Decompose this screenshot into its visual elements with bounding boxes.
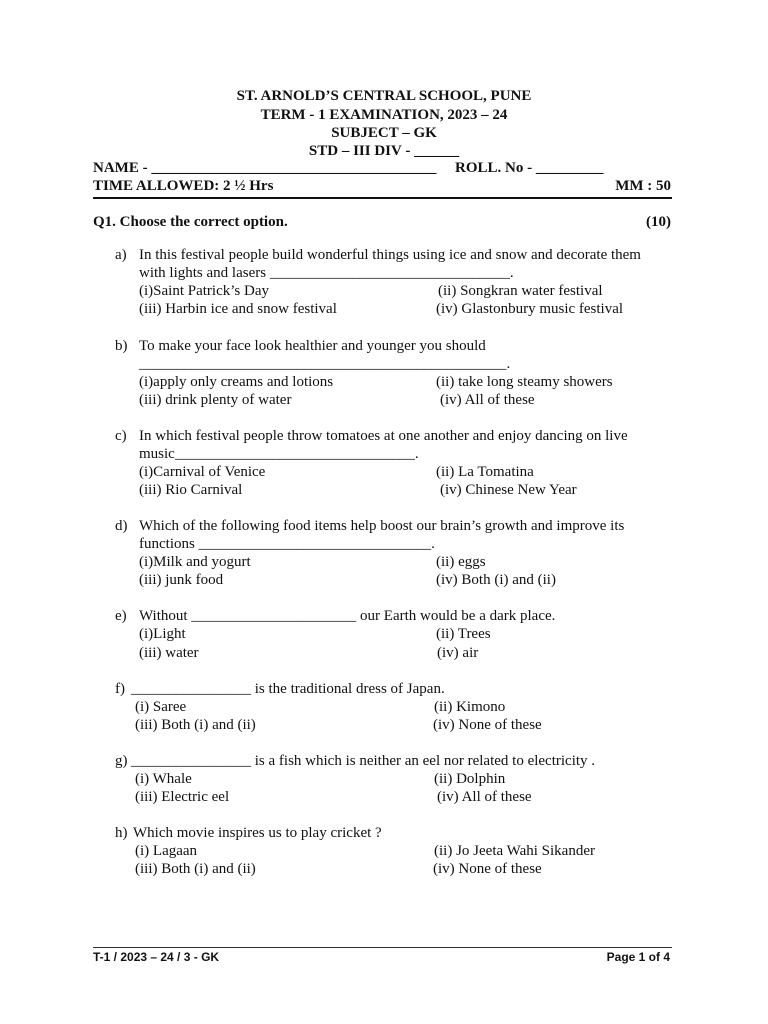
- option: (i)Light: [139, 626, 186, 642]
- option: (ii) Kimono: [434, 699, 506, 715]
- question-letter: h): [115, 825, 128, 841]
- question-text: ________________ is a fish which is neither an eel nor related to electricity .: [131, 753, 596, 769]
- option: (i)Carnival of Venice: [139, 464, 266, 480]
- option: (i) Whale: [135, 771, 192, 787]
- option: (iii) Harbin ice and snow festival: [139, 301, 337, 317]
- option: (iv) air: [437, 645, 479, 661]
- option: (ii) take long steamy showers: [436, 374, 613, 390]
- option: (iv) None of these: [433, 717, 542, 733]
- question-text: Which movie inspires us to play cricket ?: [133, 825, 382, 841]
- question-text: Which of the following food items help boost our brain’s growth and improve its: [139, 518, 625, 534]
- option: (iii) drink plenty of water: [139, 392, 292, 408]
- header-divider: [93, 197, 672, 199]
- name-field: NAME - ______________________________________: [93, 160, 437, 176]
- question-letter: c): [115, 428, 127, 444]
- option: (iv) None of these: [433, 861, 542, 877]
- footer-divider: [93, 947, 672, 948]
- option: (i) Saree: [135, 699, 187, 715]
- std-div: STD – III DIV - ______: [308, 143, 460, 159]
- question-text: In which festival people throw tomatoes at one another and enjoy dancing on live: [139, 428, 628, 444]
- question-letter: b): [115, 338, 128, 354]
- option: (ii) La Tomatina: [436, 464, 534, 480]
- question-text: music________________________________.: [139, 446, 419, 462]
- option: (iii) Both (i) and (ii): [135, 861, 256, 877]
- option: (i)apply only creams and lotions: [139, 374, 334, 390]
- option: (iv) All of these: [437, 789, 532, 805]
- option: (iv) Chinese New Year: [440, 482, 577, 498]
- option: (ii) eggs: [436, 554, 486, 570]
- question-text: Without ______________________ our Earth would be a dark place.: [139, 608, 556, 624]
- question-text: with lights and lasers ________________________________.: [139, 265, 514, 281]
- section-marks: (10): [646, 214, 671, 230]
- option: (iv) All of these: [440, 392, 535, 408]
- question-text: To make your face look healthier and younger you should: [139, 338, 486, 354]
- school-name: ST. ARNOLD’S CENTRAL SCHOOL, PUNE: [236, 88, 532, 104]
- question-letter: g): [115, 753, 128, 769]
- option: (ii) Dolphin: [434, 771, 506, 787]
- question-text: In this festival people build wonderful things using ice and snow and decorate them: [139, 247, 641, 263]
- option: (ii) Trees: [436, 626, 491, 642]
- option: (i)Milk and yogurt: [139, 554, 251, 570]
- exam-title: TERM - 1 EXAMINATION, 2023 – 24: [260, 107, 508, 123]
- option: (ii) Songkran water festival: [438, 283, 603, 299]
- question-letter: a): [115, 247, 127, 263]
- roll-number-field: ROLL. No - _________: [455, 160, 604, 176]
- subject-title: SUBJECT – GK: [331, 125, 437, 141]
- max-marks: MM : 50: [615, 178, 671, 194]
- page-number: Page 1 of 4: [606, 950, 670, 964]
- option: (ii) Jo Jeeta Wahi Sikander: [434, 843, 595, 859]
- option: (i)Saint Patrick’s Day: [139, 283, 269, 299]
- option: (iii) Rio Carnival: [139, 482, 243, 498]
- option: (iii) Both (i) and (ii): [135, 717, 256, 733]
- option: (i) Lagaan: [135, 843, 198, 859]
- paper-code: T-1 / 2023 – 24 / 3 - GK: [93, 950, 220, 964]
- question-text: ________________ is the traditional dress of Japan.: [131, 681, 445, 697]
- question-text: functions _______________________________.: [139, 536, 435, 552]
- time-allowed: TIME ALLOWED: 2 ½ Hrs: [93, 178, 274, 194]
- option: (iii) water: [139, 645, 199, 661]
- option: (iii) Electric eel: [135, 789, 230, 805]
- question-letter: d): [115, 518, 128, 534]
- question-letter: f): [115, 681, 125, 697]
- question-text: _________________________________________________.: [139, 356, 511, 372]
- option: (iv) Glastonbury music festival: [436, 301, 624, 317]
- question-letter: e): [115, 608, 127, 624]
- option: (iii) junk food: [139, 572, 224, 588]
- section-title: Q1. Choose the correct option.: [93, 214, 288, 230]
- option: (iv) Both (i) and (ii): [436, 572, 556, 588]
